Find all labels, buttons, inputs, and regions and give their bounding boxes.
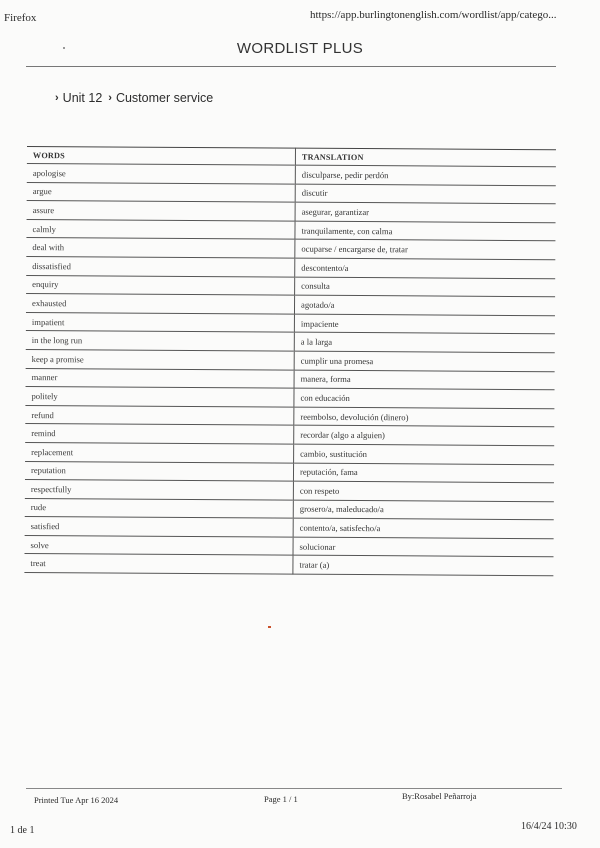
- translation-cell: cumplir una promesa: [294, 351, 555, 371]
- breadcrumb-topic-label: Customer service: [115, 91, 214, 105]
- word-cell: dissatisfied: [26, 256, 295, 276]
- translation-cell: ocuparse / encargarse de, tratar: [295, 240, 556, 260]
- breadcrumb-unit[interactable]: [55, 91, 102, 105]
- translation-cell: solucionar: [293, 537, 554, 557]
- translation-cell: tranquilamente, con calma: [295, 221, 556, 241]
- print-datetime: 16/4/24 10:30: [521, 821, 577, 832]
- word-cell: assure: [27, 201, 296, 221]
- word-cell: exhausted: [26, 294, 295, 314]
- word-cell: refund: [25, 405, 294, 425]
- word-cell: respectfully: [25, 480, 294, 500]
- word-cell: rude: [25, 498, 294, 518]
- translation-cell: tratar (a): [293, 556, 554, 576]
- translation-cell: a la larga: [294, 332, 555, 352]
- table-row: [24, 554, 553, 576]
- word-cell: calmly: [26, 219, 295, 239]
- word-cell: solve: [25, 535, 294, 555]
- word-cell: argue: [27, 182, 296, 202]
- title-divider: [26, 66, 556, 67]
- translation-cell: impaciente: [294, 314, 555, 334]
- word-cell: treat: [24, 554, 293, 574]
- wordlist-table: [24, 146, 556, 576]
- footer-author: By:Rosabel Peñarroja: [402, 791, 477, 801]
- word-cell: reputation: [25, 461, 294, 481]
- browser-name: Firefox: [4, 12, 37, 24]
- scan-mark: [268, 626, 271, 628]
- word-cell: enquiry: [26, 275, 295, 295]
- footer-page-number: Page 1 / 1: [264, 794, 298, 804]
- word-cell: in the long run: [26, 331, 295, 351]
- translation-cell: consulta: [295, 277, 556, 297]
- chevron-right-icon: ›: [108, 92, 112, 104]
- word-cell: manner: [26, 368, 295, 388]
- word-cell: satisfied: [25, 517, 294, 537]
- footer-divider: [26, 788, 562, 789]
- translation-cell: reputación, fama: [293, 463, 554, 483]
- breadcrumb-unit-label: Unit 12: [62, 91, 103, 105]
- translation-cell: recordar (algo a alguien): [294, 425, 555, 445]
- translation-cell: cambio, sustitución: [294, 444, 555, 464]
- breadcrumb: [55, 91, 213, 105]
- translation-cell: descontento/a: [295, 258, 556, 278]
- word-cell: apologise: [27, 163, 296, 183]
- breadcrumb-topic[interactable]: [108, 91, 213, 105]
- page-url: https://app.burlingtonenglish.com/wordlist/app/catego...: [310, 9, 557, 21]
- translation-cell: agotado/a: [294, 295, 555, 315]
- word-cell: remind: [25, 424, 294, 444]
- translation-cell: con respeto: [293, 481, 554, 501]
- word-cell: keep a promise: [26, 349, 295, 369]
- translation-cell: discutir: [295, 184, 556, 204]
- word-cell: deal with: [26, 238, 295, 258]
- word-cell: replacement: [25, 442, 294, 462]
- translation-cell: con educación: [294, 388, 555, 408]
- translation-cell: disculparse, pedir perdón: [295, 165, 556, 185]
- chevron-right-icon: ›: [55, 92, 59, 104]
- print-page-count: 1 de 1: [10, 825, 35, 836]
- column-header-translation: TRANSLATION: [295, 148, 556, 167]
- translation-cell: grosero/a, maleducado/a: [293, 500, 554, 520]
- column-header-words: WORDS: [27, 146, 296, 165]
- word-cell: politely: [25, 387, 294, 407]
- page-title: WORDLIST PLUS: [236, 40, 364, 57]
- translation-cell: reembolso, devolución (dinero): [294, 407, 555, 427]
- translation-cell: contento/a, satisfecho/a: [293, 518, 554, 538]
- footer-printed-date: Printed Tue Apr 16 2024: [34, 795, 119, 805]
- word-cell: impatient: [26, 312, 295, 332]
- translation-cell: asegurar, garantizar: [295, 202, 556, 222]
- translation-cell: manera, forma: [294, 370, 555, 390]
